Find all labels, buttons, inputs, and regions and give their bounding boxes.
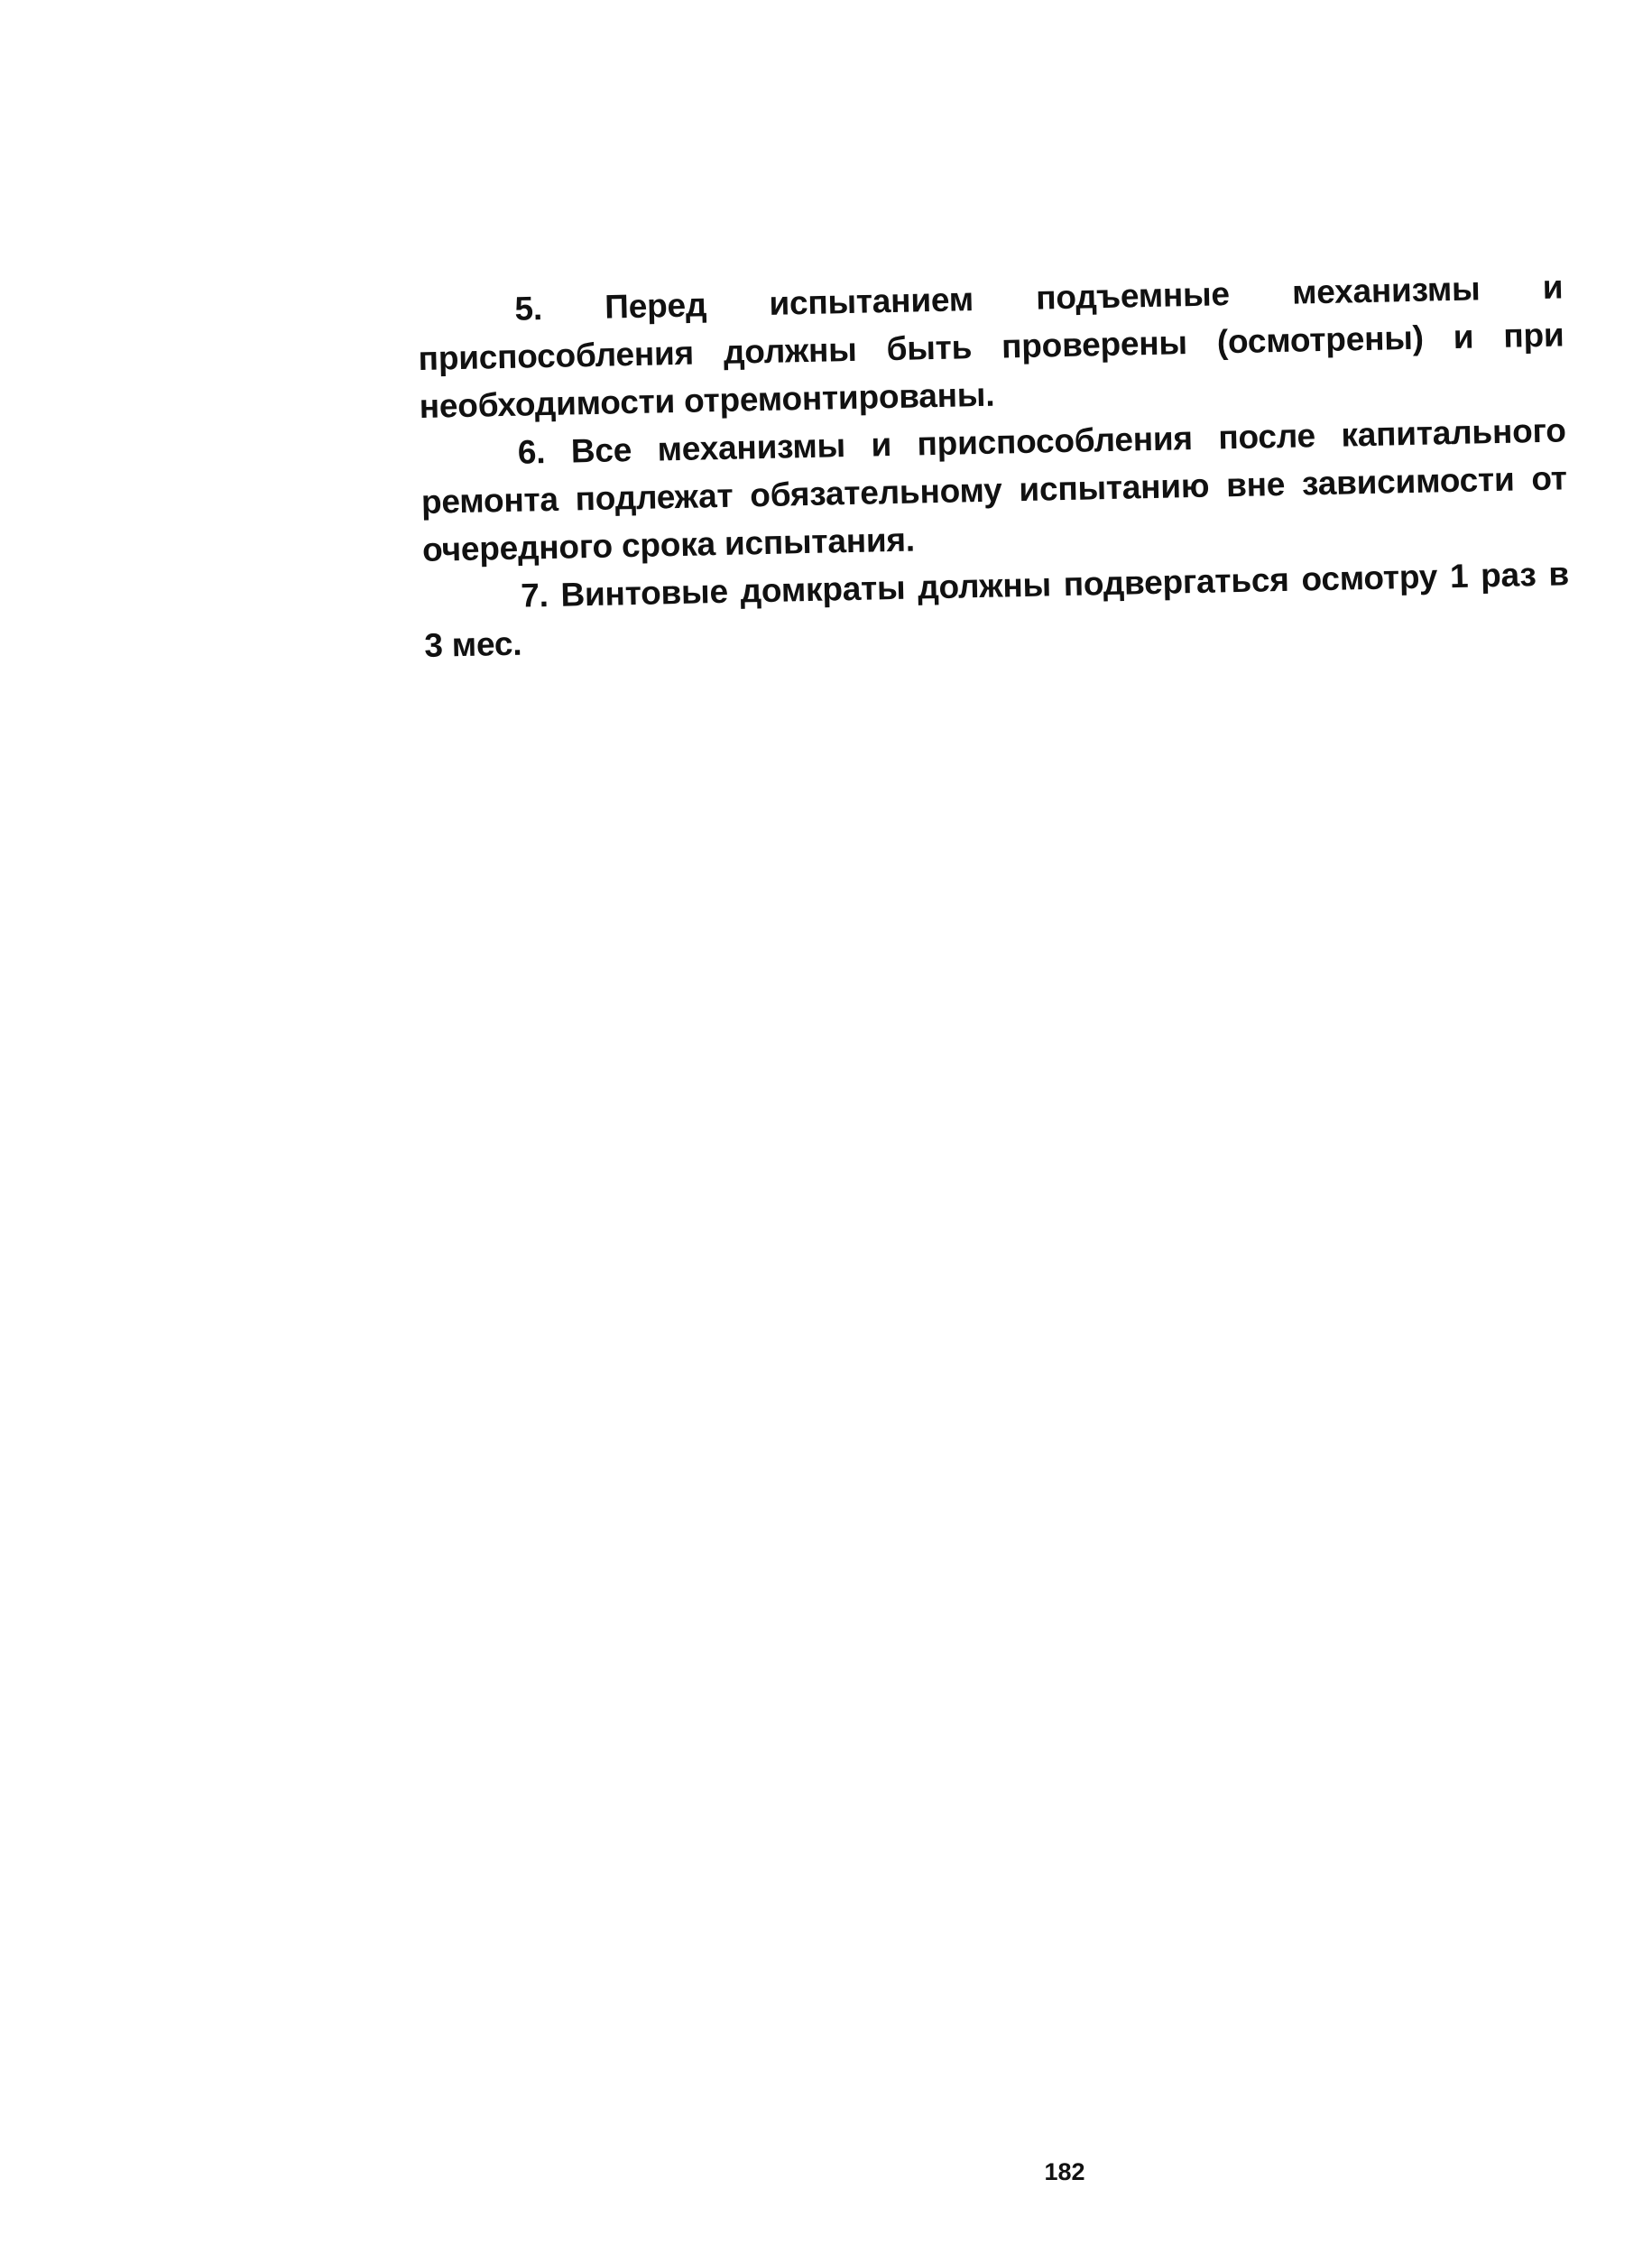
paragraph-5: 5. Перед испытанием подъемные механизмы и приспособления должны быть проверены (осмотрены) и при необходимости отремонтированы. [418, 268, 1564, 425]
paragraph-7: 7. Винтовые домкраты должны подвергаться осмотру 1 раз в 3 мес. [423, 555, 1570, 664]
body-text [417, 263, 1571, 670]
paragraph-6: 6. Все механизмы и приспособления после капитального ремонта подлежат обязательному испытанию вне зависимости от очередного срока испытания. [420, 411, 1568, 568]
page-number: 182 [1044, 2158, 1085, 2185]
